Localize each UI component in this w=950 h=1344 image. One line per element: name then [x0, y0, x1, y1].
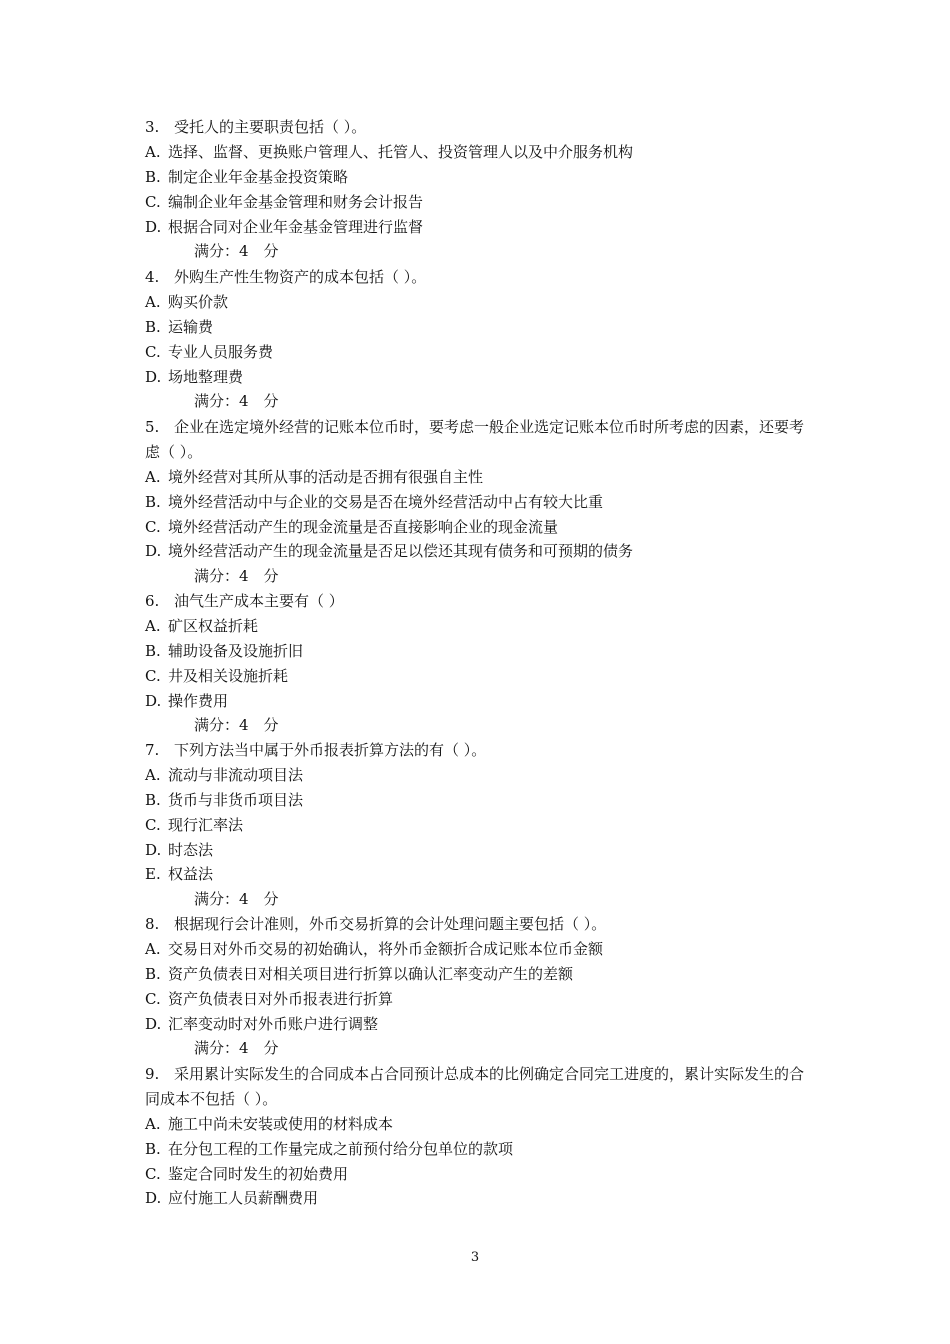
option-letter: A.	[145, 1114, 161, 1133]
question-stem: 根据现行会计准则，外币交易折算的会计处理问题主要包括（ ）。	[174, 915, 607, 933]
option-text: 制定企业年金基金投资策略	[168, 167, 349, 186]
question-text	[145, 1062, 815, 1112]
option-letter: A.	[145, 142, 161, 161]
option-d	[145, 539, 815, 564]
option-b	[145, 639, 815, 664]
option-text: 操作费用	[168, 691, 229, 710]
option-text: 境外经营对其所从事的活动是否拥有很强自主性	[168, 467, 484, 486]
option-text: 汇率变动时对外币账户进行调整	[168, 1014, 379, 1033]
option-letter: D.	[145, 1189, 162, 1208]
option-c	[145, 340, 815, 365]
question-text	[145, 912, 815, 937]
option-text: 辅助设备及设施折旧	[168, 641, 304, 660]
option-b	[145, 1137, 815, 1162]
option-d	[145, 689, 815, 714]
question-7	[145, 738, 815, 912]
option-letter: A.	[145, 292, 161, 311]
option-text: 选择、监督、更换账户管理人、托管人、投资管理人以及中介服务机构	[168, 142, 634, 161]
option-text: 施工中尚未安装或使用的材料成本	[168, 1114, 394, 1133]
option-text: 境外经营活动产生的现金流量是否直接影响企业的现金流量	[168, 517, 559, 536]
score-line: 满分：4 分	[194, 242, 279, 261]
question-stem: 外购生产性生物资产的成本包括（ ）。	[174, 268, 427, 286]
option-d	[145, 365, 815, 390]
option-a	[145, 465, 815, 490]
option-text: 现行汇率法	[168, 815, 244, 834]
option-text: 货币与非货币项目法	[168, 790, 304, 809]
option-b	[145, 788, 815, 813]
option-text: 专业人员服务费	[168, 342, 274, 361]
option-text: 资产负债表日对外币报表进行折算	[168, 989, 394, 1008]
option-b	[145, 315, 815, 340]
option-text: 应付施工人员薪酬费用	[168, 1189, 319, 1208]
question-stem: 下列方法当中属于外币报表折算方法的有（ ）。	[174, 741, 487, 759]
option-letter: D.	[145, 367, 162, 386]
option-letter: A.	[145, 467, 161, 486]
question-9	[145, 1062, 815, 1211]
question-number: 4.	[145, 268, 160, 286]
option-letter: D.	[145, 840, 162, 859]
option-letter: D.	[145, 542, 162, 561]
option-a	[145, 937, 815, 962]
option-letter: E.	[145, 865, 161, 884]
option-letter: D.	[145, 217, 162, 236]
option-letter: C.	[145, 1164, 161, 1183]
question-6	[145, 589, 815, 738]
option-text: 根据合同对企业年金基金管理进行监督	[168, 217, 424, 236]
option-letter: C.	[145, 342, 161, 361]
option-letter: B.	[145, 790, 161, 809]
question-text	[145, 115, 815, 140]
score-line: 满分：4 分	[194, 567, 279, 586]
option-text: 在分包工程的工作量完成之前预付给分包单位的款项	[168, 1139, 514, 1158]
option-text: 权益法	[168, 865, 214, 884]
option-letter: B.	[145, 167, 161, 186]
option-a	[145, 290, 815, 315]
option-d	[145, 1012, 815, 1037]
option-text: 流动与非流动项目法	[168, 765, 304, 784]
option-text: 购买价款	[168, 292, 229, 311]
option-letter: D.	[145, 1014, 162, 1033]
option-letter: B.	[145, 964, 161, 983]
option-text: 矿区权益折耗	[168, 616, 259, 635]
question-stem: 企业在选定境外经营的记账本位币时，要考虑一般企业选定记账本位币时所考虑的因素，还要考虑（ ）。	[145, 418, 805, 461]
option-d	[145, 215, 815, 240]
score-line: 满分：4 分	[194, 392, 279, 411]
option-c	[145, 515, 815, 540]
question-number: 5.	[145, 418, 160, 436]
option-text: 交易日对外币交易的初始确认，将外币金额折合成记账本位币金额	[168, 939, 604, 958]
question-4	[145, 265, 815, 414]
option-b	[145, 962, 815, 987]
option-d	[145, 838, 815, 863]
page-number: 3	[470, 1250, 480, 1265]
option-text: 场地整理费	[168, 367, 244, 386]
option-letter: B.	[145, 641, 161, 660]
score-line: 满分：4 分	[194, 1039, 279, 1058]
question-5	[145, 415, 815, 589]
question-text	[145, 589, 815, 614]
question-text	[145, 738, 815, 763]
option-text: 鉴定合同时发生的初始费用	[168, 1164, 349, 1183]
option-letter: B.	[145, 1139, 161, 1158]
option-letter: A.	[145, 616, 161, 635]
option-a	[145, 614, 815, 639]
question-stem: 采用累计实际发生的合同成本占合同预计总成本的比例确定合同完工进度的，累计实际发生的合同成本不包括（ ）。	[145, 1065, 805, 1108]
option-letter: B.	[145, 492, 161, 511]
option-text: 时态法	[168, 840, 214, 859]
question-stem: 受托人的主要职责包括（ ）。	[174, 118, 367, 136]
option-d	[145, 1186, 815, 1211]
option-letter: C.	[145, 517, 161, 536]
option-a	[145, 140, 815, 165]
option-text: 运输费	[168, 317, 214, 336]
question-number: 9.	[145, 1065, 160, 1083]
option-c	[145, 1162, 815, 1187]
score-line: 满分：4 分	[194, 716, 279, 735]
option-c	[145, 664, 815, 689]
option-b	[145, 165, 815, 190]
question-text	[145, 265, 815, 290]
option-letter: C.	[145, 989, 161, 1008]
option-letter: C.	[145, 815, 161, 834]
option-c	[145, 190, 815, 215]
question-number: 7.	[145, 741, 160, 759]
option-c	[145, 813, 815, 838]
option-e	[145, 862, 815, 887]
option-a	[145, 763, 815, 788]
option-letter: B.	[145, 317, 161, 336]
question-number: 3.	[145, 118, 160, 136]
option-letter: D.	[145, 691, 162, 710]
question-number: 6.	[145, 592, 160, 610]
option-letter: A.	[145, 939, 161, 958]
score-line: 满分：4 分	[194, 890, 279, 909]
option-text: 境外经营活动产生的现金流量是否足以偿还其现有债务和可预期的债务	[168, 542, 634, 561]
option-c	[145, 987, 815, 1012]
question-text	[145, 415, 815, 465]
option-text: 井及相关设施折耗	[168, 666, 289, 685]
option-letter: C.	[145, 192, 161, 211]
option-a	[145, 1112, 815, 1137]
question-stem: 油气生产成本主要有（ ）	[174, 592, 344, 610]
question-number: 8.	[145, 915, 160, 933]
option-letter: A.	[145, 765, 161, 784]
option-text: 编制企业年金基金管理和财务会计报告	[168, 192, 424, 211]
question-8	[145, 912, 815, 1061]
option-b	[145, 490, 815, 515]
question-3	[145, 115, 815, 264]
option-text: 资产负债表日对相关项目进行折算以确认汇率变动产生的差额	[168, 964, 574, 983]
option-letter: C.	[145, 666, 161, 685]
option-text: 境外经营活动中与企业的交易是否在境外经营活动中占有较大比重	[168, 492, 604, 511]
